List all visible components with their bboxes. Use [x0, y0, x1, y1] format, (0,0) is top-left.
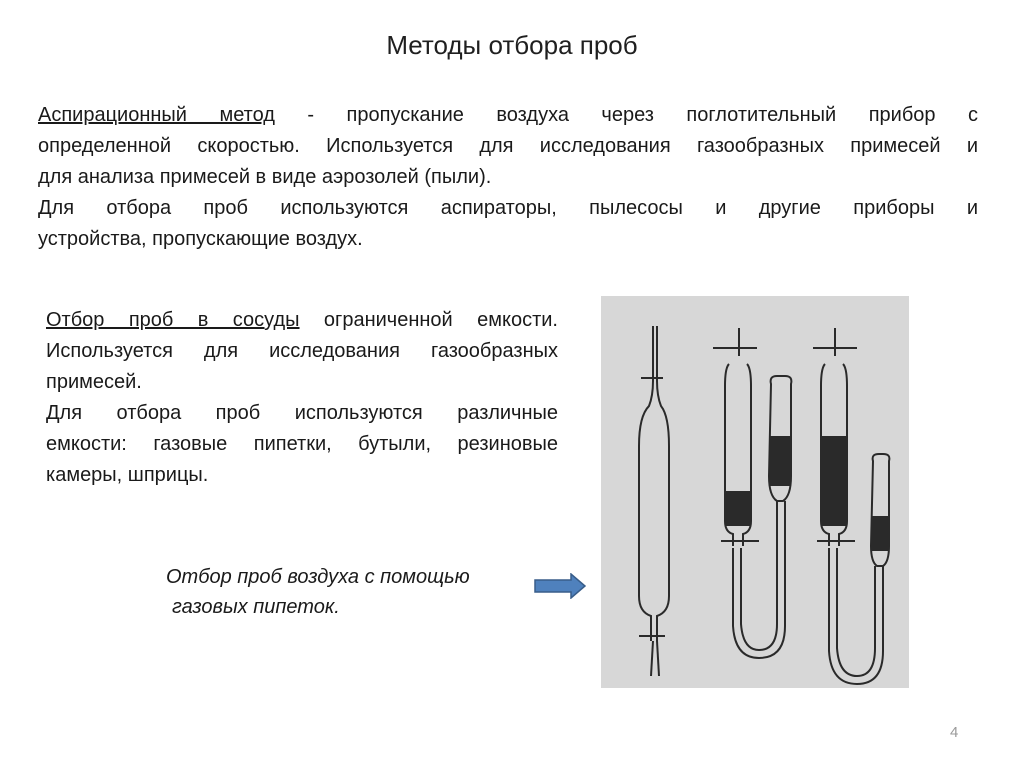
vessel-sampling-paragraph [46, 305, 558, 491]
aspiration-method-paragraph [38, 100, 978, 255]
vessels-line-6: камеры, шприцы. [46, 464, 209, 486]
caption-line-2: газовых пипеток. [172, 596, 340, 618]
aspiration-line-1 [38, 100, 978, 131]
vessels-line-3: примесей. [46, 371, 142, 393]
photo-caption [166, 562, 470, 622]
vessels-line-1 [46, 305, 558, 336]
aspiration-line-2: определенной скоростью. Используется для исследования газообразных примесей и [38, 135, 978, 157]
vessels-line-2: Используется для исследования газообразных [46, 340, 558, 362]
right-arrow-icon [534, 573, 586, 599]
aspiration-line-4: Для отбора проб используются аспираторы, пылесосы и другие приборы и [38, 197, 978, 219]
vessels-line-4: Для отбора проб используются различные [46, 402, 558, 424]
slide-title: Методы отбора проб [386, 30, 638, 60]
vessels-term: Отбор проб в сосуды [46, 309, 300, 331]
caption-line-1: Отбор проб воздуха с помощью [166, 566, 470, 588]
aspiration-line-3: для анализа примесей в виде аэрозолей (пыли). [38, 166, 492, 188]
vessels-line-5: емкости: газовые пипетки, бутыли, резиновые [46, 433, 558, 455]
aspiration-definition: - пропускание воздуха через поглотительный прибор с [274, 104, 978, 126]
gas-pipettes-photo [601, 296, 909, 688]
aspiration-line-5: устройства, пропускающие воздух. [38, 228, 363, 250]
vessels-definition: ограниченной емкости. [299, 309, 558, 331]
aspiration-term: Аспирационный метод [38, 104, 275, 126]
page-number: 4 [950, 724, 959, 741]
